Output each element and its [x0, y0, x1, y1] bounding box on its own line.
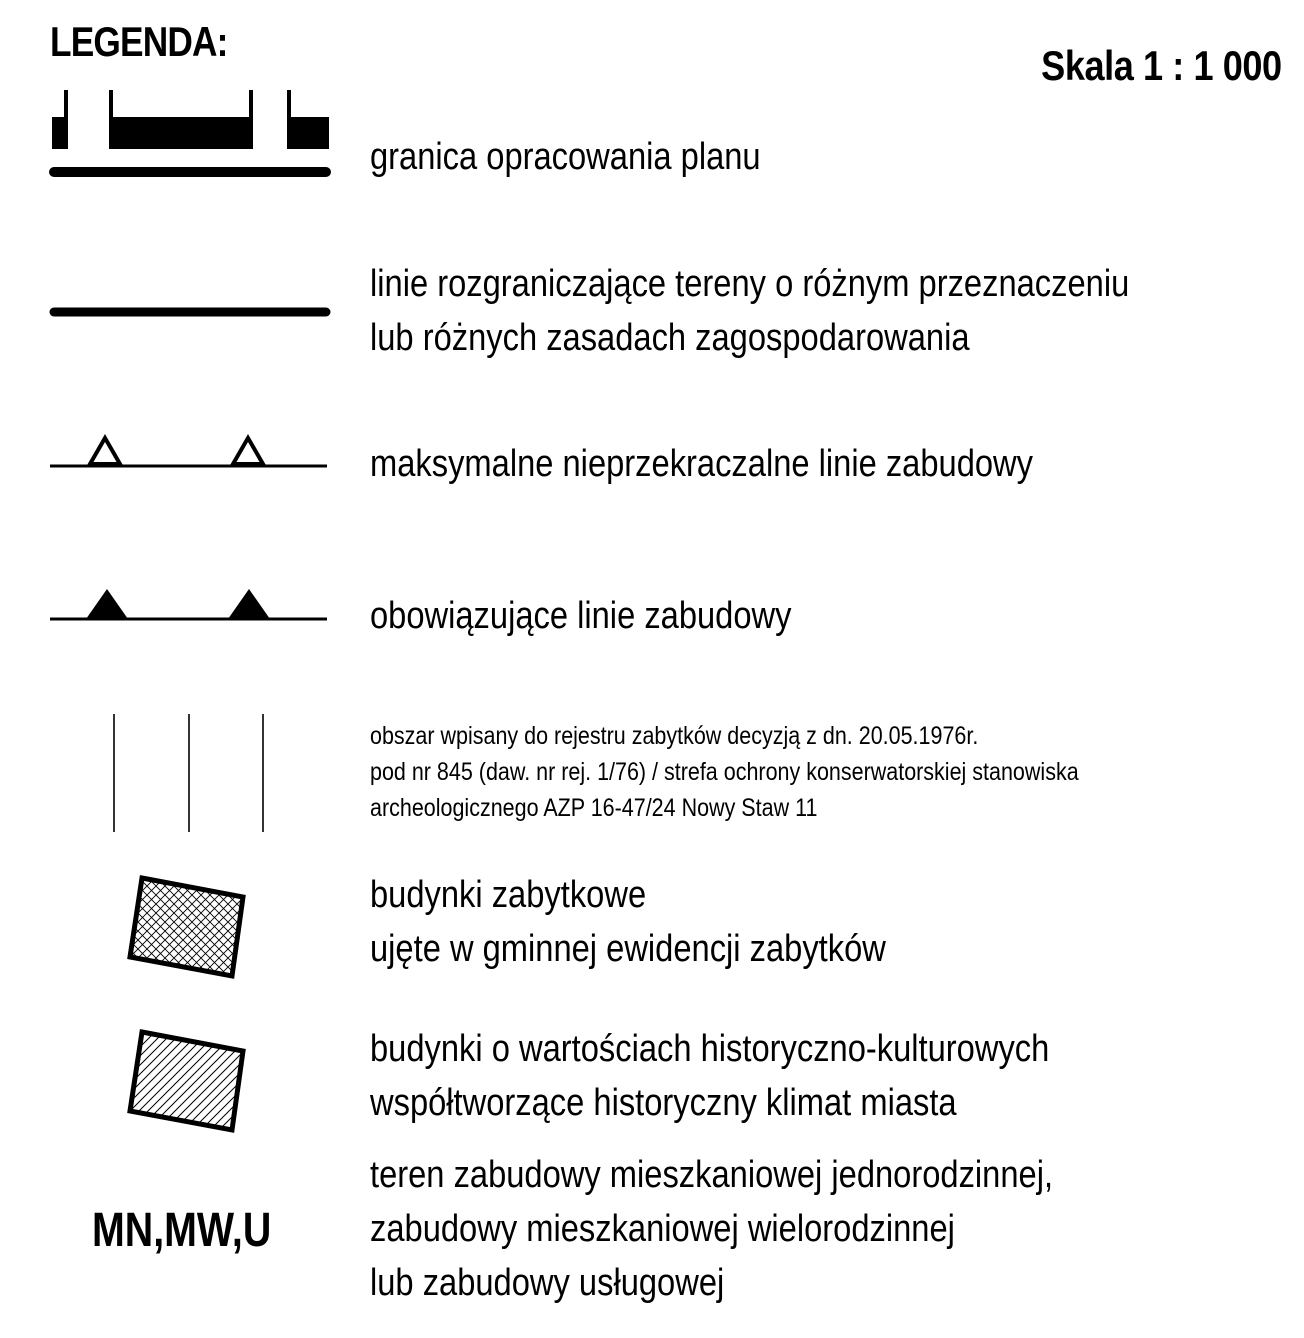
legend-label: budynki o wartościach historyczno-kulturowych — [370, 1028, 1050, 1070]
open-triangle-line-icon — [46, 428, 336, 478]
legend-item-boundary — [370, 130, 761, 184]
legend-item-mandatory-building-lines — [370, 589, 791, 643]
legend-label: zabudowy mieszkaniowej wielorodzinnej — [370, 1208, 955, 1250]
diagonal-hatch-building-icon — [120, 1022, 260, 1142]
vertical-hatch-icon — [100, 712, 280, 834]
map-scale: Skala 1 : 1 000 — [1041, 42, 1282, 89]
legend-label: granica opracowania planu — [370, 136, 761, 178]
legend-item-dividing-lines — [370, 257, 1129, 365]
legend-label: obowiązujące linie zabudowy — [370, 595, 792, 637]
legend-item-valuable-buildings — [370, 1022, 1049, 1130]
legend-item-heritage-area — [370, 718, 1079, 826]
solid-line-icon — [46, 300, 336, 324]
legend-label: ujęte w gminnej ewidencji zabytków — [370, 928, 886, 970]
legend-label: obszar wpisany do rejestru zabytków decyzją z dn. 20.05.1976r. — [370, 722, 979, 750]
legend-label: lub zabudowy usługowej — [370, 1262, 725, 1304]
legend-label: lub różnych zasadach zagospodarowania — [370, 317, 970, 359]
legend-label: archeologicznego AZP 16-47/24 Nowy Staw 11 — [370, 794, 818, 822]
boundary-line-icon — [46, 88, 336, 183]
legend-item-max-building-lines — [370, 437, 1033, 491]
crosshatch-building-icon — [120, 868, 260, 988]
legend-label: teren zabudowy mieszkaniowej jednorodzinnej, — [370, 1154, 1054, 1196]
filled-triangle-line-icon — [46, 580, 336, 630]
legend-item-historic-buildings — [370, 868, 886, 976]
legend-label: budynki zabytkowe — [370, 874, 647, 916]
legend-title: LEGENDA: — [50, 18, 228, 65]
legend-label: współtworzące historyczny klimat miasta — [370, 1082, 957, 1124]
legend-label: linie rozgraniczające tereny o różnym przeznaczeniu — [370, 263, 1130, 305]
legend-item-zone — [370, 1148, 1053, 1310]
legend-label: maksymalne nieprzekraczalne linie zabudowy — [370, 443, 1034, 485]
legend-label: pod nr 845 (daw. nr rej. 1/76) / strefa ochrony konserwatorskiej stanowiska — [370, 758, 1079, 786]
zone-code: MN,MW,U — [92, 1204, 272, 1257]
